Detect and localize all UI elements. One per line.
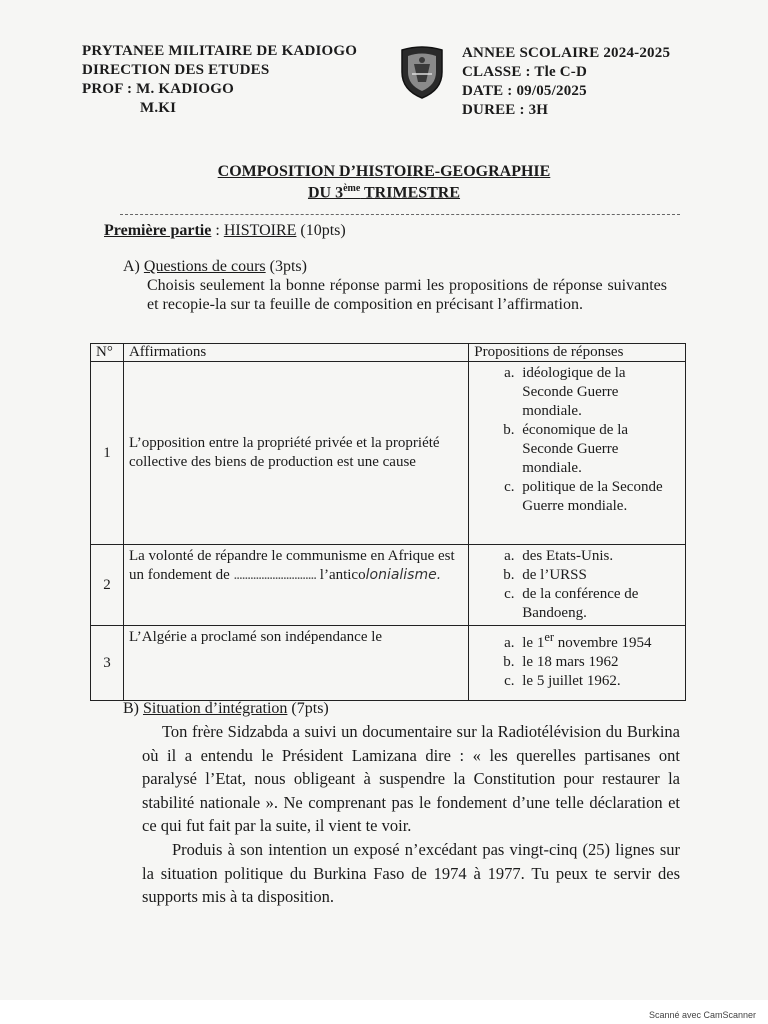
- option-a: a. le 1er novembre 1954: [518, 628, 680, 653]
- divider: [120, 214, 680, 215]
- table-row: [91, 545, 686, 626]
- affirmation: La volonté de répandre le communisme en Afrique est un fondement de .............................. l’anticolonialisme.: [123, 545, 468, 626]
- option-b: b. le 18 mars 1962: [518, 653, 680, 672]
- table-row: [91, 362, 686, 545]
- situation-paragraph: Ton frère Sidzabda a suivi un documentaire sur la Radiotélévision du Burkina où il a entendu le Président Lamizana dire : « les querelles partisanes ont paralysé l’Etat, nous obligeant à suspendre la Constitution pour restaurer la stabilité nationale ». Ne comprenant pas le fondement d’une telle déclaration et ce qui fut fait par la suite, il vient te voir.: [142, 722, 680, 835]
- answer-options: [469, 362, 686, 545]
- header-right: [462, 44, 670, 120]
- exam-title: COMPOSITION D’HISTOIRE-GEOGRAPHIE: [217, 163, 551, 180]
- duration: DUREE : 3H: [462, 102, 549, 118]
- header-propositions: Propositions de réponses: [469, 344, 686, 362]
- department: DIRECTION DES ETUDES: [82, 62, 270, 78]
- teacher-initials: M.KI: [140, 100, 177, 116]
- row-number: 3: [91, 626, 124, 701]
- option-b: b. de l’URSS: [518, 566, 680, 585]
- table-row: [91, 626, 686, 701]
- option-b: b. économique de la Seconde Guerre mondiale.: [518, 421, 680, 478]
- header-left: [82, 42, 357, 118]
- teacher: PROF : M. KADIOGO: [82, 81, 234, 97]
- header-num: N°: [91, 344, 124, 362]
- handwritten-answer: lonialisme.: [365, 567, 442, 583]
- row-number: 2: [91, 545, 124, 626]
- task-paragraph: Produis à son intention un exposé n’excédant pas vingt-cinq (25) lignes sur la situation politique du Burkina Faso de 1974 à 1977. Tu peux te servir des supports mis à ta disposition.: [142, 840, 680, 906]
- affirmation: L’opposition entre la propriété privée et la propriété collective des biens de production est une cause: [123, 362, 468, 545]
- scanner-footer: Scanné avec CamScanner: [648, 1010, 756, 1020]
- answer-options: [469, 626, 686, 701]
- section-a-heading: A) Questions de cours (3pts): [123, 258, 307, 275]
- affirmation: L’Algérie a proclamé son indépendance le: [123, 626, 468, 701]
- part-one-heading: Première partie : HISTOIRE (10pts): [104, 222, 346, 239]
- school-year: ANNEE SCOLAIRE 2024-2025: [462, 45, 671, 61]
- class: CLASSE : Tle C-D: [462, 64, 588, 80]
- section-b-heading: B) Situation d’intégration (7pts): [123, 700, 329, 717]
- header-affirmations: Affirmations: [123, 344, 468, 362]
- section-a-instruction: Choisis seulement la bonne réponse parmi les propositions de réponse suivantes et recopie-la sur ta feuille de composition en précisant l’affirmation.: [147, 277, 667, 313]
- option-c: c. politique de la Seconde Guerre mondiale.: [518, 478, 680, 516]
- school-name: PRYTANEE MILITAIRE DE KADIOGO: [82, 43, 358, 59]
- questions-table: [90, 343, 686, 701]
- option-c: c. le 5 juillet 1962.: [518, 672, 680, 691]
- option-a: a. idéologique de la Seconde Guerre mondiale.: [518, 364, 680, 421]
- school-crest-icon: [396, 44, 448, 100]
- option-c: c. de la conférence de Bandoeng.: [518, 585, 680, 623]
- table-header-row: [91, 344, 686, 362]
- exam-date: DATE : 09/05/2025: [462, 83, 587, 99]
- option-a: a. des Etats-Unis.: [518, 547, 680, 566]
- row-number: 1: [91, 362, 124, 545]
- exam-subtitle: DU 3ème TRIMESTRE: [307, 183, 461, 202]
- answer-options: [469, 545, 686, 626]
